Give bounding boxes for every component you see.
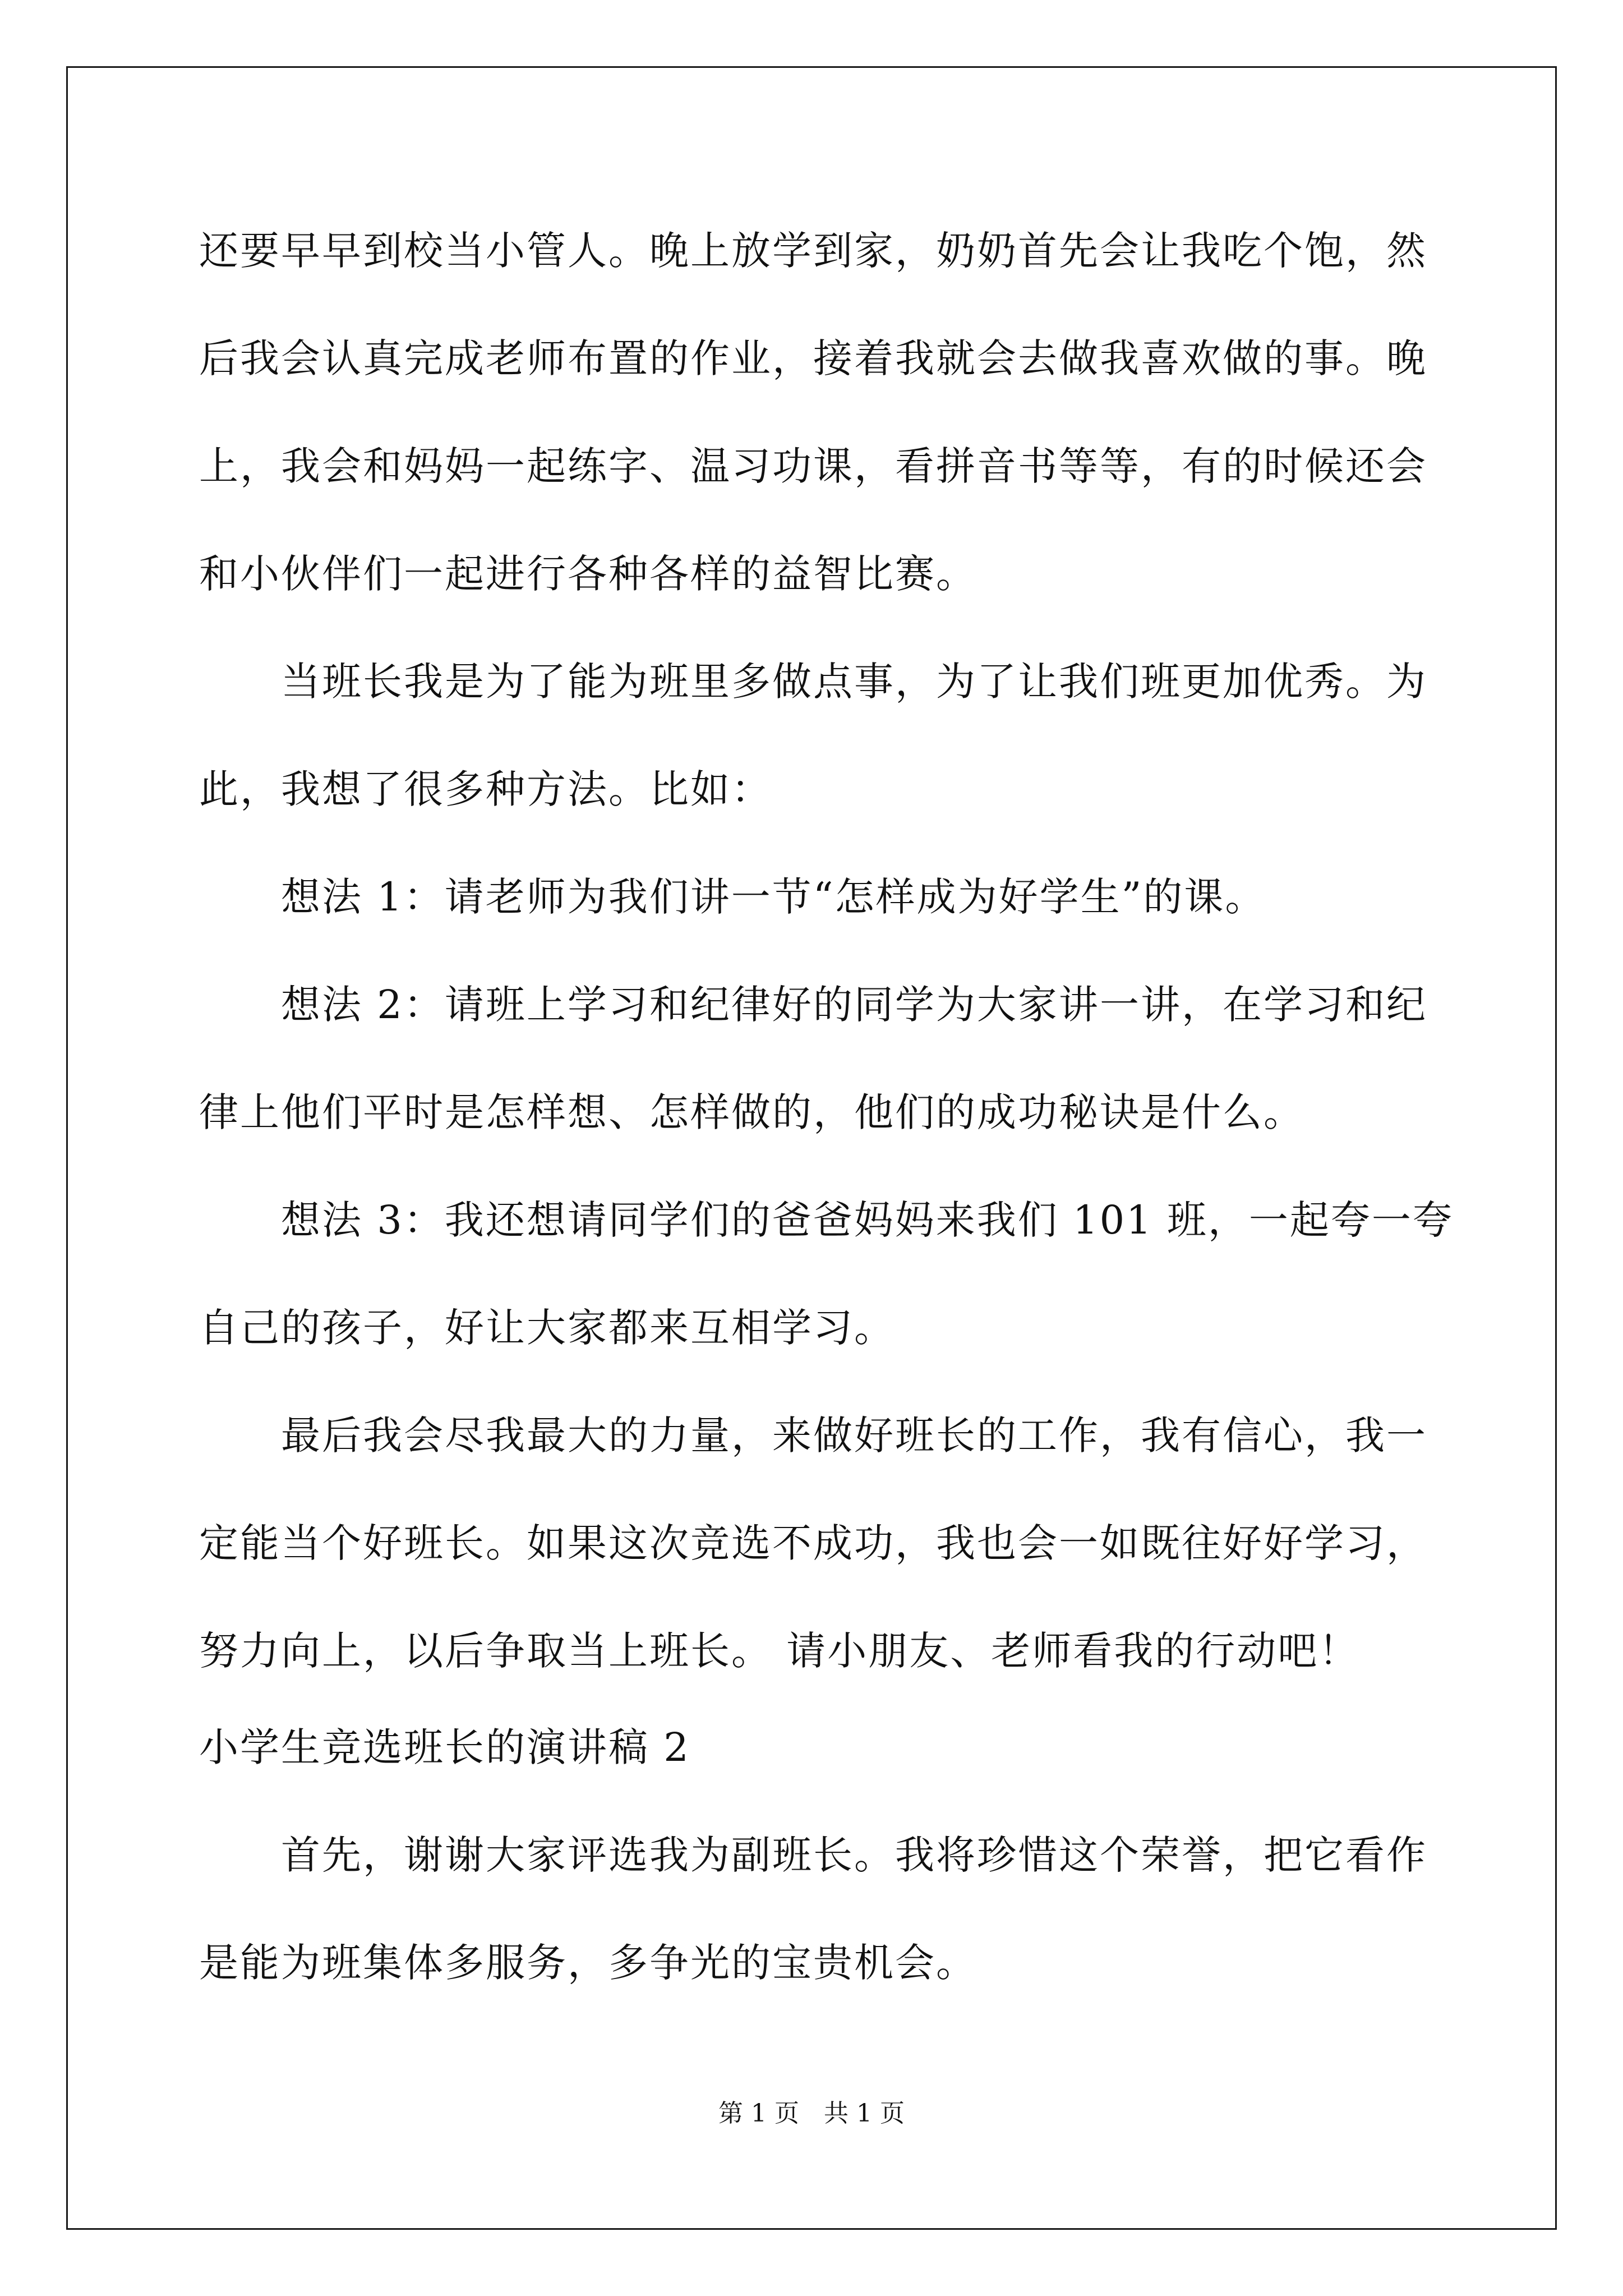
body-line: 想法 3：我还想请同学们的爸爸妈妈来我们 101 班，一起夸一夸 xyxy=(281,1197,1454,1243)
body-line: 是能为班集体多服务，多争光的宝贵机会。 xyxy=(199,1940,977,1986)
body-line: 上，我会和妈妈一起练字、温习功课，看拼音书等等，有的时候还会 xyxy=(199,443,1427,489)
body-line: 想法 2：请班上学习和纪律好的同学为大家讲一讲，在学习和纪 xyxy=(281,982,1427,1028)
body-line: 自己的孩子，好让大家都来互相学习。 xyxy=(199,1305,895,1351)
body-line: 后我会认真完成老师布置的作业，接着我就会去做我喜欢做的事。晚 xyxy=(199,335,1427,381)
body-line: 定能当个好班长。如果这次竞选不成功，我也会一如既往好好学习， xyxy=(199,1520,1427,1566)
body-line: 此，我想了很多种方法。比如： xyxy=(199,766,772,812)
body-line: 还要早早到校当小管人。晚上放学到家，奶奶首先会让我吃个饱，然 xyxy=(199,228,1427,274)
body-line: 想法 1：请老师为我们讲一节“怎样成为好学生”的课。 xyxy=(281,874,1266,920)
section-heading: 小学生竞选班长的演讲稿 2 xyxy=(199,1724,690,1770)
body-line: 当班长我是为了能为班里多做点事，为了让我们班更加优秀。为 xyxy=(281,659,1427,705)
page-number-footer: 第 1 页 共 1 页 xyxy=(718,2099,905,2128)
body-line: 首先，谢谢大家评选我为副班长。我将珍惜这个荣誉，把它看作 xyxy=(281,1832,1427,1878)
body-line: 最后我会尽我最大的力量，来做好班长的工作，我有信心，我一 xyxy=(281,1412,1427,1458)
body-line: 律上他们平时是怎样想、怎样做的，他们的成功秘诀是什么。 xyxy=(199,1089,1304,1135)
body-line: 和小伙伴们一起进行各种各样的益智比赛。 xyxy=(199,551,977,597)
body-line: 努力向上，以后争取当上班长。 请小朋友、老师看我的行动吧！ xyxy=(199,1628,1360,1674)
